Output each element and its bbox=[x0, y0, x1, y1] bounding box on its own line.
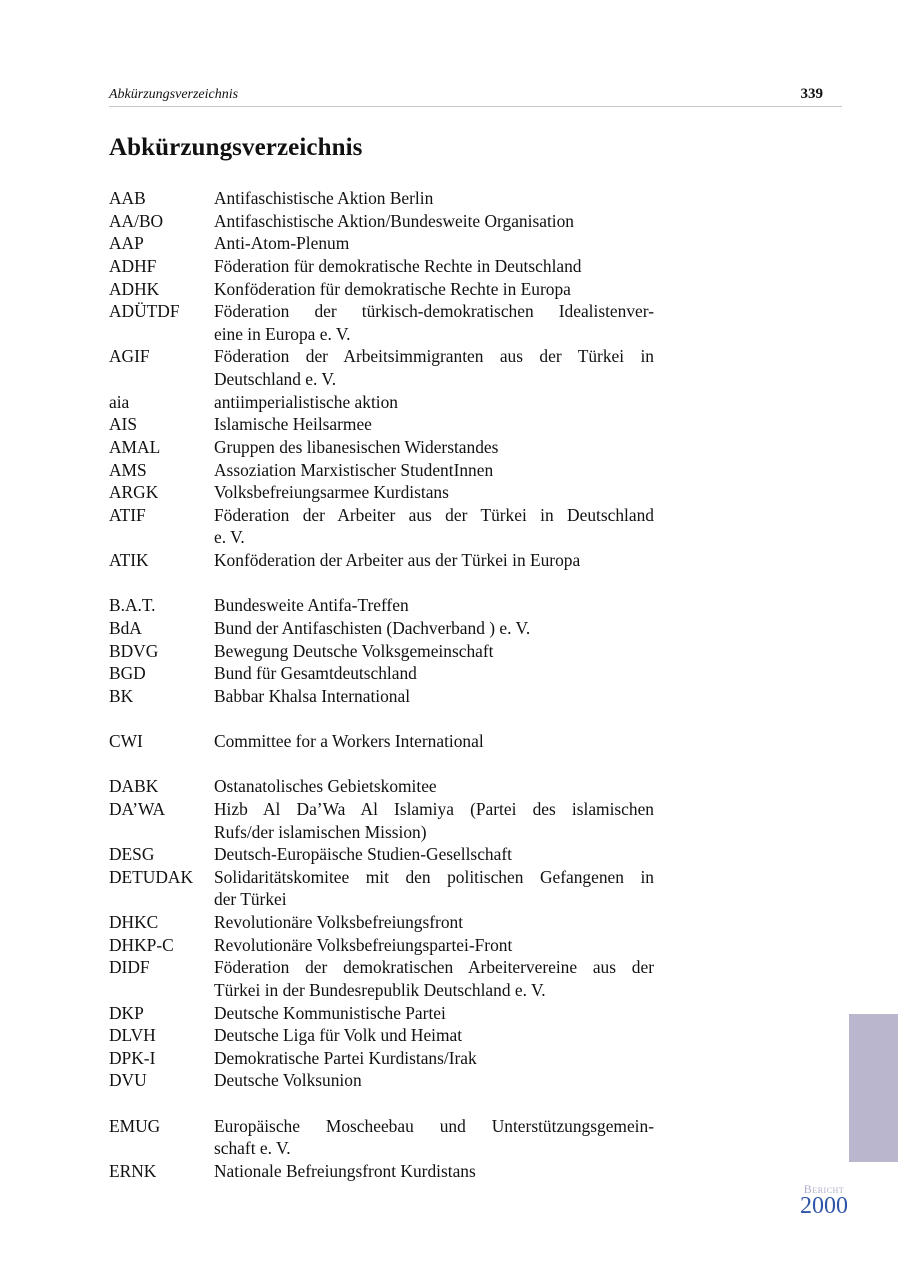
abbreviation-entry bbox=[109, 413, 654, 436]
abbreviation-description bbox=[214, 504, 654, 549]
abbreviation-entry bbox=[109, 866, 654, 911]
abbreviation-entry bbox=[109, 232, 654, 255]
abbreviation: AAP bbox=[109, 233, 144, 254]
abbreviation: ERNK bbox=[109, 1160, 157, 1181]
abbreviation-entry bbox=[109, 300, 654, 345]
abbreviation-description bbox=[214, 1002, 654, 1025]
abbreviation: EMUG bbox=[109, 1115, 161, 1136]
abbreviation-entry bbox=[109, 662, 654, 685]
abbreviation-entry bbox=[109, 956, 654, 1001]
abbreviation-description bbox=[214, 685, 654, 708]
abbreviation-description bbox=[214, 300, 654, 345]
abbreviation-entry bbox=[109, 843, 654, 866]
abbreviation-entry bbox=[109, 255, 654, 278]
abbreviation: BDVG bbox=[109, 640, 159, 661]
description-line: Babbar Khalsa International bbox=[214, 685, 411, 706]
abbreviation: DLVH bbox=[109, 1025, 156, 1046]
description-line: der Türkei bbox=[214, 889, 287, 910]
description-line: Europäische Moscheebau und Unterstützungsgemein- bbox=[214, 1115, 654, 1136]
abbreviation: DESG bbox=[109, 844, 155, 865]
abbreviation-description bbox=[214, 1160, 654, 1183]
abbreviation: AA/BO bbox=[109, 210, 164, 231]
abbreviation-entry bbox=[109, 436, 654, 459]
description-line: Föderation der Arbeitsimmigranten aus der Türkei in bbox=[214, 346, 654, 367]
description-line: Föderation der Arbeiter aus der Türkei in Deutschland bbox=[214, 504, 654, 525]
description-line: Konföderation für demokratische Rechte in Europa bbox=[214, 278, 571, 299]
abbreviation-description bbox=[214, 640, 654, 663]
logo-year-text: 2000 bbox=[800, 1193, 848, 1219]
abbreviation-entry bbox=[109, 345, 654, 390]
description-line: Deutsche Liga für Volk und Heimat bbox=[214, 1025, 463, 1046]
description-line: Rufs/der islamischen Mission) bbox=[214, 821, 427, 842]
abbreviation-entry bbox=[109, 594, 654, 617]
abbreviation-description bbox=[214, 775, 654, 798]
abbreviation: CWI bbox=[109, 731, 143, 751]
abbreviation-entry bbox=[109, 1115, 654, 1160]
abbreviation: AGIF bbox=[109, 346, 150, 367]
abbreviation-description bbox=[214, 843, 654, 866]
thumb-index-tab bbox=[849, 1014, 898, 1162]
running-header bbox=[109, 86, 842, 107]
abbreviation: ATIF bbox=[109, 504, 146, 525]
abbreviation: DA’WA bbox=[109, 798, 166, 819]
abbreviation-description bbox=[214, 798, 654, 843]
description-line: schaft e. V. bbox=[214, 1138, 291, 1159]
description-line: e. V. bbox=[214, 527, 245, 548]
abbreviation-description bbox=[214, 278, 654, 301]
description-line: Volksbefreiungsarmee Kurdistans bbox=[214, 482, 449, 503]
abbreviation: AIS bbox=[109, 414, 138, 435]
bericht-2000-logo bbox=[789, 1182, 859, 1219]
abbreviation-description bbox=[214, 617, 654, 640]
abbreviation: DVU bbox=[109, 1070, 147, 1091]
abbreviation: DPK-I bbox=[109, 1047, 156, 1068]
description-line: Nationale Befreiungsfront Kurdistans bbox=[214, 1160, 476, 1181]
abbreviation-description bbox=[214, 413, 654, 436]
description-line: Bundesweite Antifa-Treffen bbox=[214, 595, 409, 616]
abbreviation-description bbox=[214, 549, 654, 572]
description-line: Assoziation Marxistischer StudentInnen bbox=[214, 459, 494, 480]
abbreviation-entry bbox=[109, 1002, 654, 1025]
abbreviation-description bbox=[214, 956, 654, 1001]
description-line: Bund für Gesamtdeutschland bbox=[214, 663, 417, 684]
abbreviation-description bbox=[214, 459, 654, 482]
description-line: Antifaschistische Aktion/Bundesweite Organisation bbox=[214, 210, 574, 231]
description-line: Deutsche Kommunistische Partei bbox=[214, 1002, 446, 1023]
abbreviation-entry bbox=[109, 391, 654, 414]
abbreviation: AMS bbox=[109, 459, 147, 480]
abbreviation-description bbox=[214, 187, 654, 210]
abbreviation-description bbox=[214, 866, 654, 911]
abbreviation-description bbox=[214, 436, 654, 459]
abbreviation-description bbox=[214, 730, 654, 753]
abbreviation-description bbox=[214, 1115, 654, 1160]
description-line: Ostanatolisches Gebietskomitee bbox=[214, 776, 437, 797]
abbreviation: B.A.T. bbox=[109, 595, 156, 616]
description-line: Föderation der türkisch-demokratischen Idealistenver- bbox=[214, 301, 654, 322]
abbreviation-description bbox=[214, 1024, 654, 1047]
description-line: Deutsch-Europäische Studien-Gesellschaft bbox=[214, 844, 512, 865]
description-line: Antifaschistische Aktion Berlin bbox=[214, 188, 434, 208]
abbreviation-entry bbox=[109, 798, 654, 843]
abbreviation-description bbox=[214, 232, 654, 255]
abbreviation-entry bbox=[109, 640, 654, 663]
abbreviation-entry bbox=[109, 730, 654, 753]
abbreviation-description bbox=[214, 481, 654, 504]
abbreviation-description bbox=[214, 594, 654, 617]
abbreviation-entry bbox=[109, 504, 654, 549]
abbreviation: AAB bbox=[109, 188, 146, 208]
abbreviation-entry bbox=[109, 1047, 654, 1070]
description-line: Bund der Antifaschisten (Dachverband ) e. V. bbox=[214, 617, 531, 638]
abbreviation: ADHK bbox=[109, 278, 160, 299]
description-line: Bewegung Deutsche Volksgemeinschaft bbox=[214, 640, 494, 661]
description-line: Konföderation der Arbeiter aus der Türkei in Europa bbox=[214, 550, 581, 570]
logo-top-text: Bericht bbox=[803, 1182, 845, 1196]
page-title: Abkürzungsverzeichnis bbox=[109, 134, 363, 161]
abbreviation-description bbox=[214, 1047, 654, 1070]
abbreviation: DHKC bbox=[109, 912, 159, 932]
abbreviation: AMAL bbox=[109, 436, 161, 457]
description-line: Solidaritätskomitee mit den politischen Gefangenen in bbox=[214, 866, 654, 887]
abbreviation: ARGK bbox=[109, 482, 159, 503]
abbreviation-entry bbox=[109, 1024, 654, 1047]
running-title: Abkürzungsverzeichnis bbox=[109, 87, 239, 102]
abbreviation: DIDF bbox=[109, 957, 150, 978]
abbreviation: DETUDAK bbox=[109, 866, 194, 887]
abbreviation-entry bbox=[109, 617, 654, 640]
abbreviation-entry bbox=[109, 685, 654, 708]
abbreviation: aia bbox=[109, 391, 130, 412]
abbreviation: ATIK bbox=[109, 550, 149, 570]
abbreviation: DHKP-C bbox=[109, 934, 174, 955]
description-line: Föderation für demokratische Rechte in Deutschland bbox=[214, 255, 582, 276]
description-line: antiimperialistische aktion bbox=[214, 391, 399, 412]
description-line: Deutsche Volksunion bbox=[214, 1070, 362, 1091]
abbreviation-entry bbox=[109, 1069, 654, 1092]
description-line: Revolutionäre Volksbefreiungsfront bbox=[214, 912, 464, 932]
description-line: Islamische Heilsarmee bbox=[214, 414, 372, 435]
abbreviation: DKP bbox=[109, 1002, 144, 1023]
abbreviation-entry bbox=[109, 459, 654, 482]
abbreviation-description bbox=[214, 934, 654, 957]
abbreviation: ADHF bbox=[109, 255, 157, 276]
abbreviation-description bbox=[214, 662, 654, 685]
abbreviation: BGD bbox=[109, 663, 146, 684]
abbreviation-entry bbox=[109, 775, 654, 798]
abbreviation-entry bbox=[109, 934, 654, 957]
abbreviation-description bbox=[214, 255, 654, 278]
description-line: eine in Europa e. V. bbox=[214, 323, 351, 344]
description-line: Demokratische Partei Kurdistans/Irak bbox=[214, 1047, 477, 1068]
abbreviation-entry bbox=[109, 187, 654, 210]
abbreviation-list bbox=[109, 187, 654, 1183]
description-line: Hizb Al Da’Wa Al Islamiya (Partei des islamischen bbox=[214, 798, 654, 819]
page-number: 339 bbox=[800, 86, 823, 102]
abbreviation-entry bbox=[109, 278, 654, 301]
description-line: Committee for a Workers International bbox=[214, 731, 484, 751]
abbreviation-description bbox=[214, 911, 654, 934]
abbreviation-entry bbox=[109, 911, 654, 934]
abbreviation-description bbox=[214, 345, 654, 390]
description-line: Gruppen des libanesischen Widerstandes bbox=[214, 436, 499, 457]
abbreviation: ADÜTDF bbox=[109, 301, 180, 322]
abbreviation: BdA bbox=[109, 617, 142, 638]
abbreviation-description bbox=[214, 391, 654, 414]
abbreviation: BK bbox=[109, 685, 134, 706]
description-line: Föderation der demokratischen Arbeitervereine aus der bbox=[214, 957, 654, 978]
description-line: Revolutionäre Volksbefreiungspartei-Front bbox=[214, 934, 513, 955]
description-line: Deutschland e. V. bbox=[214, 369, 337, 389]
abbreviation-entry bbox=[109, 549, 654, 572]
abbreviation: DABK bbox=[109, 776, 159, 797]
description-line: Anti-Atom-Plenum bbox=[214, 233, 350, 254]
abbreviation-entry bbox=[109, 210, 654, 233]
abbreviation-entry bbox=[109, 1160, 654, 1183]
abbreviation-description bbox=[214, 1069, 654, 1092]
abbreviation-entry bbox=[109, 481, 654, 504]
abbreviation-description bbox=[214, 210, 654, 233]
description-line: Türkei in der Bundesrepublik Deutschland e. V. bbox=[214, 979, 546, 1000]
